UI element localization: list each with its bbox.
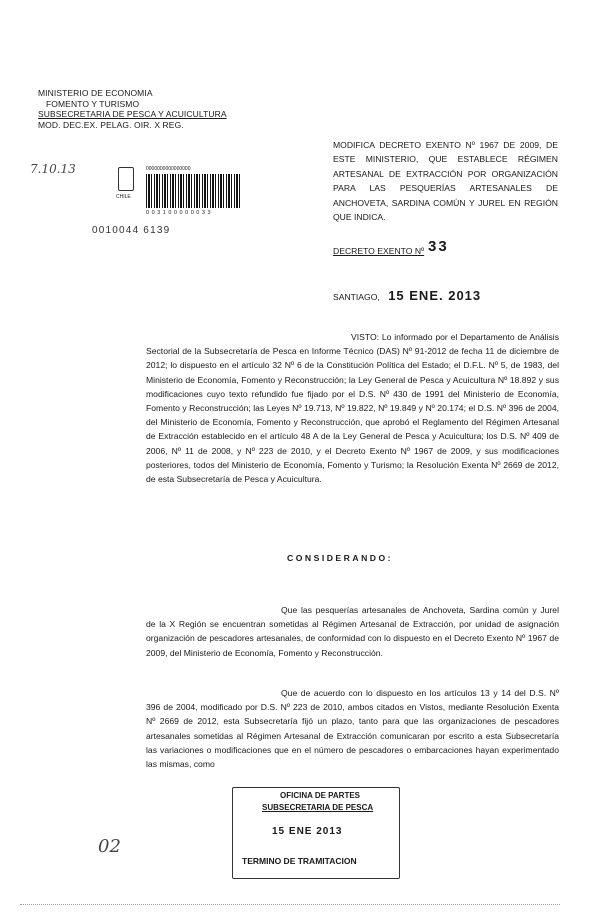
handwritten-number: 0010044 6139	[92, 225, 171, 236]
header-line-ministry: MINISTERIO DE ECONOMIA	[38, 88, 153, 98]
considerando-paragraph-2	[146, 686, 559, 771]
header-line-fomento: FOMENTO Y TURISMO	[46, 98, 140, 109]
paragraph-1-text: Que las pesquerías artesanales de Anchoveta, Sardina común y Jurel de la X Región se encuentran sometidas al Régimen Artesanal de Extracción, por unidad de asignación organización de pescadores artesanales, de conformidad con lo dispuesto en el Decreto Exento Nº 1967 de 2009, del Ministerio de Economía, Fomento y Reconstrucción.	[146, 605, 559, 658]
decree-date: 15 ENE. 2013	[388, 288, 482, 303]
barcode-number: 0 0 3 1 0 0 0 0 0 0 3 3	[146, 210, 212, 216]
considerando-heading: CONSIDERANDO:	[287, 553, 394, 563]
footer-divider	[20, 904, 560, 905]
decreto-label	[333, 246, 424, 256]
stamp-line-subsecretaria: SUBSECRETARIA DE PESCA	[262, 803, 374, 812]
header-line-mod: MOD. DEC.EX. PELAG. OIR. X REG.	[38, 119, 184, 130]
margin-handwritten-mark: 02	[98, 836, 121, 857]
decreto-number: 33	[428, 238, 449, 255]
crest-label: CHILE	[116, 194, 131, 200]
handwritten-scribble: 7.10.13	[30, 162, 76, 176]
header-line-subsecretaria: SUBSECRETARIA DE PESCA Y ACUICULTURA	[38, 109, 227, 119]
visto-paragraph	[146, 330, 559, 486]
barcode-top-text: 0000000000000000	[146, 166, 191, 172]
document-title: MODIFICA DECRETO EXENTO Nº 1967 DE 2009, DE ESTE MINISTERIO, QUE ESTABLECE RÉGIMEN ARTESANAL DE EXTRACCIÓN POR ORGANIZACIÓN PARA LAS PESQUERÍAS ARTESANALES DE ANCHOVETA, SARDINA COMÚN Y JUREL EN REGIÓN QUE INDICA.	[333, 140, 558, 223]
paragraph-2-text: Que de acuerdo con lo dispuesto en los artículos 13 y 14 del D.S. Nº 396 de 2004, modificado por D.S. Nº 223 de 2010, ambos citados en Vistos, mediante Resolución Exenta Nº 2669 de 2012, esta Subsecretaría fijó un plazo, tanto para que las organizaciones de pescadores artesanales sometidas al Régimen Artesanal de Extracción comunicaran por escrito a esta Subsecretaría las variaciones o modificaciones que en el número de pescadores o embarcaciones hayan experimentado las mismas, como	[146, 688, 559, 770]
visto-text: VISTO: Lo informado por el Departamento de Análisis Sectorial de la Subsecretaría de Pesca en Informe Técnico (DAS) Nº 91-2012 de fecha 11 de diciembre de 2012; lo dispuesto en el artículo 32 Nº 6 de la Constitución Política del Estado; el D.F.L. Nº 5, de 1983, del Ministerio de Economía, Fomento y Reconstrucción; la Ley General de Pesca y Acuicultura Nº 18.892 y sus modificaciones cuyo texto refundido fue fijado por el D.S. Nº 430 de 1991 del Ministerio de Economía, Fomento y Reconstrucción; las Leyes Nº 19.713, Nº 19.822, Nº 19.849 y Nº 20.174; el D.S. Nº 396 de 2004, del Ministerio de Economía, Fomento y Reconstrucción, que aprobó el Reglamento del Régimen Artesanal de Extracción establecido en el artículo 48 A de la Ley General de Pesca y Acuicultura; los D.S. Nº 409 de 2006, Nº 11 de 2008, y Nº 223 de 2010, y el Decreto Exento Nº 1967 de 2009, y sus modificaciones posteriores, todos del Ministerio de Economía, Fomento y Turismo; la Resolución Exenta Nº 2669 de 2012, de esta Subsecretaría de Pesca y Acuicultura.	[146, 332, 559, 485]
santiago-label: SANTIAGO,	[333, 292, 380, 302]
barcode-icon	[146, 174, 242, 208]
stamp-line-oficina: OFICINA DE PARTES	[280, 791, 361, 800]
decreto-label-text: DECRETO EXENTO Nº	[333, 246, 425, 256]
stamp-date: 15 ENE 2013	[272, 826, 343, 837]
stamp-line-tramitacion: TERMINO DE TRAMITACION	[242, 856, 357, 866]
considerando-paragraph-1	[146, 603, 559, 660]
ministry-header	[38, 88, 228, 130]
santiago-date-line	[333, 288, 481, 303]
coat-of-arms-icon	[118, 167, 134, 191]
